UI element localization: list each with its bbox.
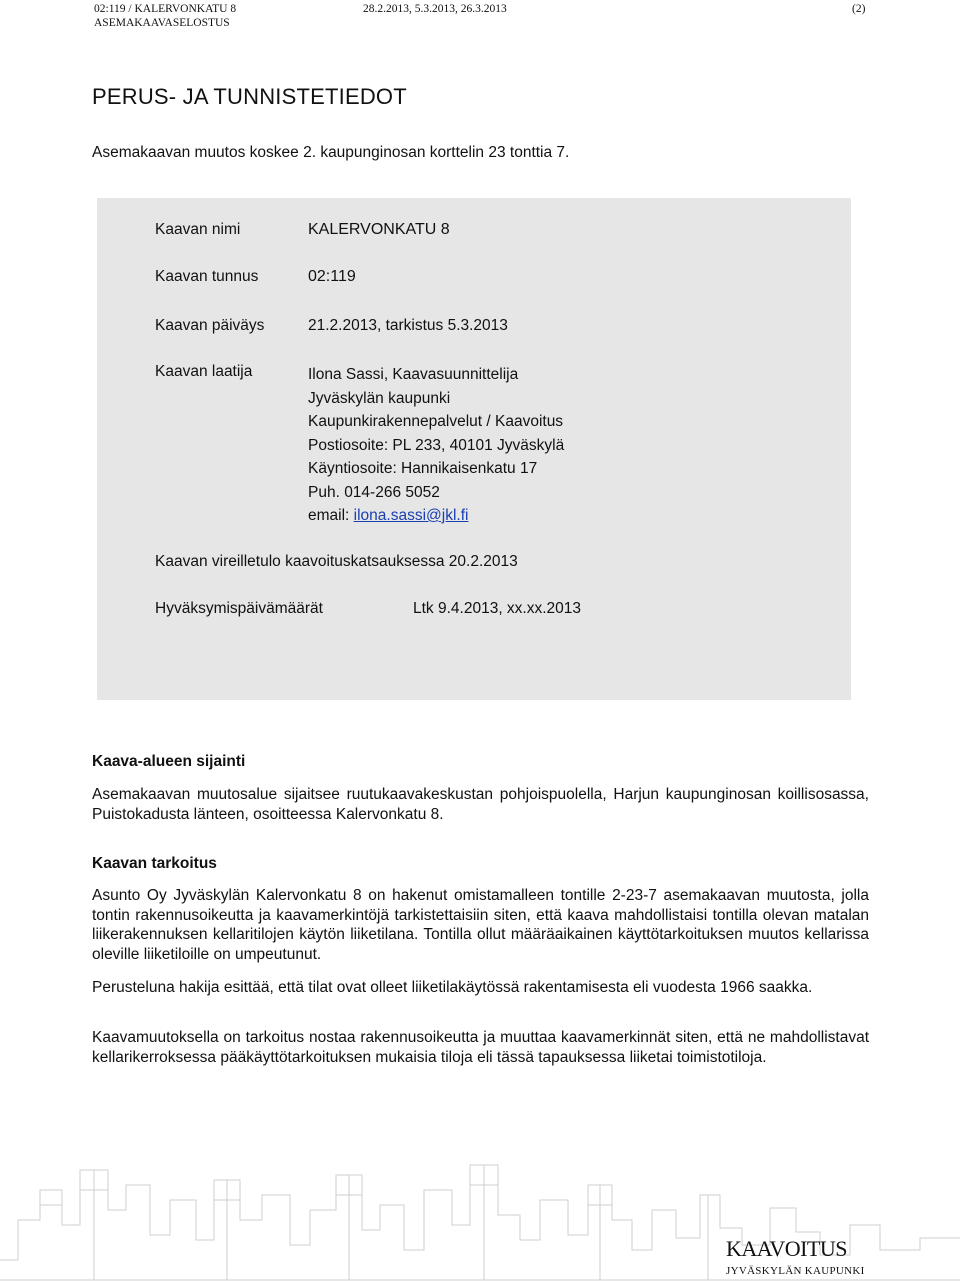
header-plan-code: 02:119 / KALERVONKATU 8 bbox=[94, 3, 237, 15]
author-line: Jyväskylän kaupunki bbox=[308, 389, 451, 407]
location-text: Asemakaavan muutosalue sijaitsee ruutukaavakeskustan pohjoispuolella, Harjun kaupunginosan koillisosassa, Puistokadusta länteen, osoitteessa Kalervonkatu 8. bbox=[92, 786, 869, 823]
plan-name-value: KALERVONKATU 8 bbox=[308, 221, 450, 238]
location-heading: Kaava-alueen sijainti bbox=[92, 753, 246, 770]
purpose-paragraph: Asunto Oy Jyväskylän Kalervonkatu 8 on hakenut omistamalleen tontille 2-23-7 asemakaavan muutosta, jolla tontin rakennusoikeutta ja kaavamerkintöjä tarkistettaisiin siten, että kaava mahdollistaisi tontilla olevan matalan liikerakennuksen kellaritilojen käytön liiketilana. Tontilla ollut määräaikainen käyttötarkoituksen muutos kellarissa oleville liiketiloille on umpeutunut. bbox=[92, 887, 869, 963]
header-dates: 28.2.2013, 5.3.2013, 26.3.2013 bbox=[363, 3, 507, 15]
purpose-heading: Kaavan tarkoitus bbox=[92, 855, 217, 872]
city-name-logo: JYVÄSKYLÄN KAUPUNKI bbox=[726, 1265, 865, 1277]
email-link[interactable]: ilona.sassi@jkl.fi bbox=[353, 507, 469, 524]
plan-approval-label: Hyväksymispäivämäärät bbox=[155, 600, 323, 617]
plan-date-value: 21.2.2013, tarkistus 5.3.2013 bbox=[308, 317, 508, 334]
header-document-id bbox=[94, 2, 236, 30]
purpose-paragraph: Perusteluna hakija esittää, että tilat ovat olleet liiketilakäytössä rakentamisesta eli vuodesta 1966 saakka. bbox=[92, 979, 813, 996]
plan-approval-value: Ltk 9.4.2013, xx.xx.2013 bbox=[413, 600, 582, 617]
plan-author-details bbox=[308, 363, 564, 528]
city-skyline-illustration bbox=[0, 1150, 960, 1282]
author-email-line bbox=[308, 504, 564, 528]
plan-info-box bbox=[97, 198, 851, 700]
plan-code-label: Kaavan tunnus bbox=[155, 268, 259, 285]
author-line: Kaupunkirakennepalvelut / Kaavoitus bbox=[308, 413, 564, 430]
purpose-paragraph: Kaavamuutoksella on tarkoitus nostaa rakennusoikeutta ja muuttaa kaavamerkinnät siten, että ne mahdollistavat kellarikerroksessa pääkäyttötarkoituksen mukaisia tiloja eli tässä tapauksessa liiketai toimistotiloja. bbox=[92, 1029, 869, 1066]
kaavoitus-logo: KAAVOITUS bbox=[726, 1236, 847, 1261]
plan-initiation-text: Kaavan vireilletulo kaavoituskatsauksessa 20.2.2013 bbox=[155, 553, 518, 570]
page-title: PERUS- JA TUNNISTETIEDOT bbox=[92, 84, 407, 109]
header-page-number: (2) bbox=[852, 3, 866, 15]
plan-code-value: 02:119 bbox=[308, 268, 356, 285]
email-label: email: bbox=[308, 507, 354, 524]
plan-date-label: Kaavan päiväys bbox=[155, 317, 265, 334]
author-line: Käyntiosoite: Hannikaisenkatu 17 bbox=[308, 460, 538, 477]
plan-author-label: Kaavan laatija bbox=[155, 363, 253, 380]
author-line: Ilona Sassi, Kaavasuunnittelija bbox=[308, 366, 519, 383]
header-document-type: ASEMAKAAVASELOSTUS bbox=[94, 17, 230, 29]
plan-name-label: Kaavan nimi bbox=[155, 221, 241, 238]
author-line: Postiosoite: PL 233, 40101 Jyväskylä bbox=[308, 436, 565, 454]
intro-text: Asemakaavan muutos koskee 2. kaupunginosan korttelin 23 tonttia 7. bbox=[92, 144, 570, 161]
author-line: Puh. 014-266 5052 bbox=[308, 483, 440, 501]
